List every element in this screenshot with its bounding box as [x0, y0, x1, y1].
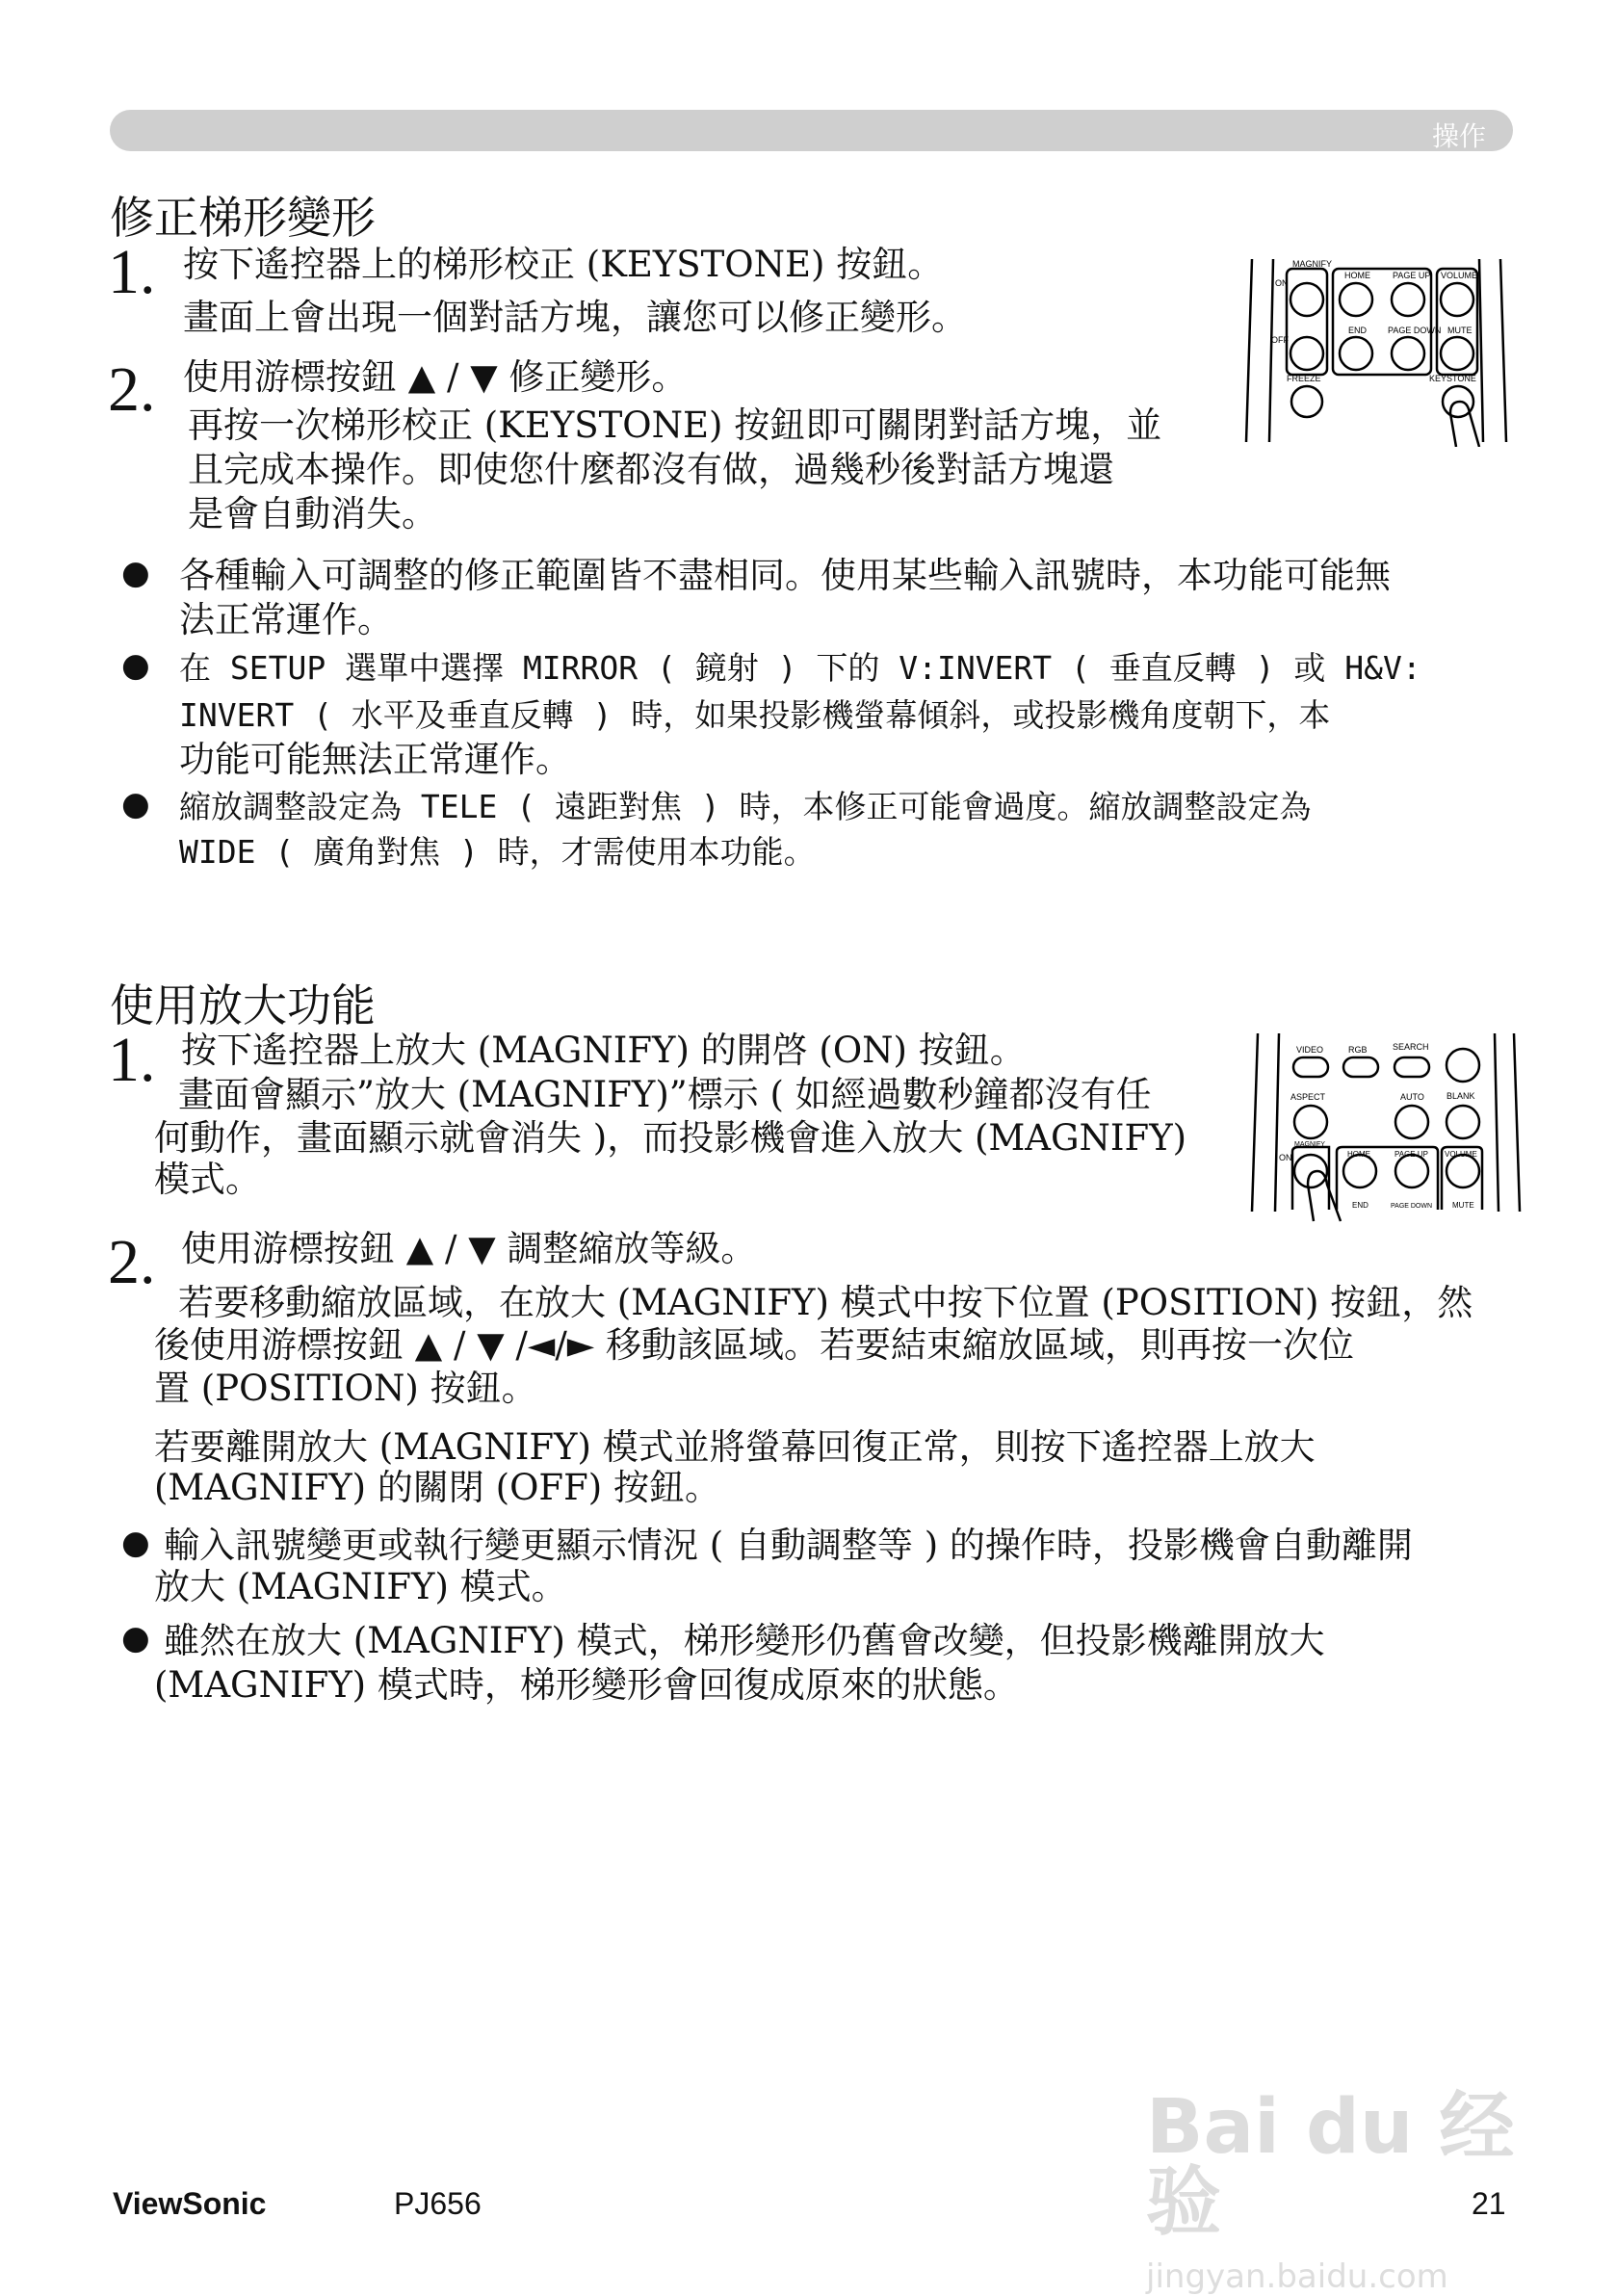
bullet-icon: ● [121, 646, 150, 685]
step-text: 使用游標按鈕 ▲ / ▼ 修正變形。 [183, 356, 688, 398]
keystone-title: 修正梯形變形 [110, 192, 376, 244]
page-down-label: PAGE DOWN [1391, 1203, 1433, 1210]
page-up-label: PAGE UP [1393, 271, 1431, 280]
step-text: 若要離開放大 (MAGNIFY) 模式並將螢幕回復正常，則按下遙控器上放大 [154, 1426, 1316, 1468]
aspect-label: ASPECT [1290, 1092, 1326, 1102]
end-label: END [1352, 1201, 1368, 1210]
magnify-label: MAGNIFY [1294, 1141, 1325, 1148]
volume-label: VOLUME [1445, 1150, 1477, 1159]
step-text: 且完成本操作。即使您什麼都沒有做，過幾秒後對話方塊還 [188, 449, 1114, 490]
mute-label: MUTE [1447, 326, 1473, 335]
footer-model: PJ656 [394, 2186, 482, 2221]
section-label: 操作 [1431, 120, 1486, 152]
step-text: 畫面會顯示”放大 (MAGNIFY)”標示 ( 如經過數秒鐘都沒有任 [178, 1074, 1152, 1115]
page-up-label: PAGE UP [1394, 1150, 1428, 1159]
note-text: INVERT ( 水平及垂直反轉 ) 時，如果投影機螢幕傾斜，或投影機角度朝下，本 [179, 696, 1331, 734]
footer-brand: ViewSonic [113, 2186, 267, 2221]
step-text: 後使用游標按鈕 ▲ / ▼ /◄/► 移動該區域。若要結束縮放區域，則再按一次位 [154, 1324, 1355, 1366]
step-text: (MAGNIFY) 的關閉 (OFF) 按鈕。 [154, 1467, 720, 1508]
step-text: 畫面上會出現一個對話方塊，讓您可以修正變形。 [183, 297, 967, 338]
auto-label: AUTO [1400, 1092, 1424, 1102]
step-text: 何動作，畫面顯示就會消失 )，而投影機會進入放大 (MAGNIFY) [154, 1117, 1187, 1159]
rgb-label: RGB [1348, 1045, 1368, 1055]
magnify-title: 使用放大功能 [110, 979, 376, 1031]
section-header-bar [110, 110, 1513, 151]
note-text: 在 SETUP 選單中選擇 MIRROR ( 鏡射 ) 下的 V:INVERT ( 垂直反轉 ) 或 H&V: [179, 649, 1421, 687]
note-text: (MAGNIFY) 模式時，梯形變形會回復成原來的狀態。 [154, 1664, 1019, 1706]
home-label: HOME [1347, 1150, 1370, 1159]
mute-label: MUTE [1452, 1201, 1474, 1210]
remote-keystone-illustration [1231, 249, 1520, 447]
page-down-label: PAGE DOWN [1388, 326, 1442, 335]
watermark-url: jingyan.baidu.com [1146, 2257, 1448, 2296]
off-label: OFF [1271, 335, 1289, 345]
bullet-icon: ● [121, 554, 150, 592]
step-number: 1. [108, 1025, 156, 1095]
step-number: 2. [108, 1227, 156, 1297]
blank-label: BLANK [1447, 1091, 1475, 1101]
search-label: SEARCH [1393, 1042, 1429, 1052]
bullet-icon: ● [121, 1619, 150, 1657]
step-text: 按下遙控器上的梯形校正 (KEYSTONE) 按鈕。 [183, 244, 944, 285]
volume-label: VOLUME [1441, 271, 1478, 280]
step-text: 是會自動消失。 [188, 493, 437, 535]
freeze-label: FREEZE [1287, 374, 1321, 383]
step-text: 若要移動縮放區域，在放大 (MAGNIFY) 模式中按下位置 (POSITION) 按鈕，然 [178, 1282, 1473, 1323]
bullet-icon: ● [121, 1524, 150, 1562]
step-text: 置 (POSITION) 按鈕。 [154, 1368, 537, 1409]
note-text: 各種輸入可調整的修正範圍皆不盡相同。使用某些輸入訊號時，本功能可能無 [179, 555, 1391, 596]
step-number: 1. [108, 237, 156, 307]
step-text: 再按一次梯形校正 (KEYSTONE) 按鈕即可關閉對話方塊，並 [188, 404, 1162, 446]
remote-magnify-illustration [1235, 1029, 1524, 1226]
note-text: 放大 (MAGNIFY) 模式。 [154, 1566, 567, 1607]
magnify-label: MAGNIFY [1292, 259, 1333, 269]
on-label: ON [1275, 278, 1289, 288]
video-label: VIDEO [1296, 1045, 1324, 1055]
baidu-watermark [1146, 2061, 1522, 2296]
home-label: HOME [1344, 271, 1370, 280]
page-number: 21 [1472, 2186, 1506, 2221]
step-text: 按下遙控器上放大 (MAGNIFY) 的開啓 (ON) 按鈕。 [181, 1030, 1026, 1071]
note-text: 法正常運作。 [179, 599, 393, 640]
keystone-label: KEYSTONE [1429, 374, 1476, 383]
note-text: 縮放調整設定為 TELE ( 遠距對焦 ) 時，本修正可能會過度。縮放調整設定為 [179, 788, 1312, 825]
step-text: 模式。 [154, 1159, 261, 1200]
step-number: 2. [108, 354, 156, 425]
bullet-icon: ● [121, 785, 150, 823]
note-text: 輸入訊號變更或執行變更顯示情況 ( 自動調整等 ) 的操作時，投影機會自動離開 [164, 1525, 1413, 1566]
note-text: WIDE ( 廣角對焦 ) 時，才需使用本功能。 [179, 833, 816, 871]
on-label: ON [1279, 1153, 1292, 1162]
end-label: END [1348, 326, 1368, 335]
watermark-logo: Bai du 经验 [1146, 2084, 1515, 2246]
step-text: 使用游標按鈕 ▲ / ▼ 調整縮放等級。 [181, 1228, 757, 1269]
note-text: 功能可能無法正常運作。 [179, 739, 571, 780]
note-text: 雖然在放大 (MAGNIFY) 模式，梯形變形仍舊會改變，但投影機離開放大 [164, 1620, 1325, 1661]
